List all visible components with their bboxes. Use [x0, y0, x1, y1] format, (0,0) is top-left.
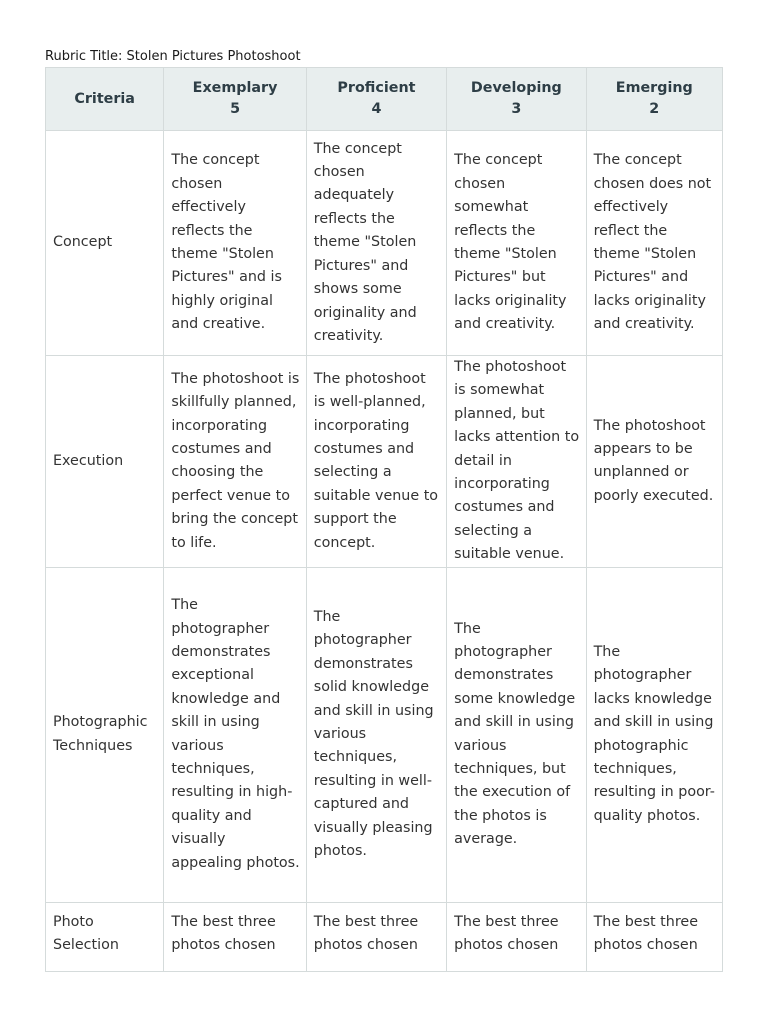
level-score: 4	[371, 101, 382, 117]
criteria-cell: Photo Selection	[46, 902, 164, 971]
description-cell: The best three photos chosen	[164, 902, 306, 971]
description-cell: The photographer demonstrates exceptional knowledge and skill in using various techniques, resulting in high-quality and visually appealing photos.	[164, 567, 306, 902]
table-row-photographic-techniques	[46, 567, 723, 902]
header-level-exemplary	[164, 68, 306, 131]
level-name: Exemplary	[192, 80, 278, 96]
description-cell: The concept chosen effectively reflects the theme "Stolen Pictures" and is highly original and creative.	[164, 131, 306, 356]
table-row-photo-selection	[46, 902, 723, 971]
rubric-table	[45, 67, 723, 972]
level-score: 5	[230, 101, 241, 117]
description-cell: The photoshoot is skillfully planned, incorporating costumes and choosing the perfect venue to bring the concept to life.	[164, 356, 306, 568]
header-level-emerging	[586, 68, 722, 131]
description-cell: The photographer demonstrates some knowledge and skill in using various techniques, but the execution of the photos is average.	[447, 567, 586, 902]
criteria-cell: Execution	[46, 356, 164, 568]
description-cell: The photographer lacks knowledge and skill in using photographic techniques, resulting in poor-quality photos.	[586, 567, 722, 902]
level-name: Developing	[470, 80, 562, 96]
rubric-title: Rubric Title: Stolen Pictures Photoshoot	[45, 49, 301, 64]
description-cell: The concept chosen does not effectively reflect the theme "Stolen Pictures" and lacks originality and creativity.	[586, 131, 722, 356]
table-row-concept	[46, 131, 723, 356]
level-name: Proficient	[337, 80, 416, 96]
description-cell: The photographer demonstrates solid knowledge and skill in using various techniques, resulting in well-captured and visually pleasing photos.	[306, 567, 446, 902]
description-cell: The concept chosen somewhat reflects the theme "Stolen Pictures" but lacks originality and creativity.	[447, 131, 586, 356]
header-level-proficient	[306, 68, 446, 131]
description-cell: The best three photos chosen	[447, 902, 586, 971]
description-cell: The best three photos chosen	[586, 902, 722, 971]
table-row-execution	[46, 356, 723, 568]
description-cell: The photoshoot is somewhat planned, but lacks attention to detail in incorporating costumes and selecting a suitable venue.	[447, 356, 586, 568]
description-cell: The best three photos chosen	[306, 902, 446, 971]
criteria-cell: Concept	[46, 131, 164, 356]
description-cell: The photoshoot is well-planned, incorporating costumes and selecting a suitable venue to support the concept.	[306, 356, 446, 568]
criteria-cell: Photographic Techniques	[46, 567, 164, 902]
description-cell: The concept chosen adequately reflects the theme "Stolen Pictures" and shows some originality and creativity.	[306, 131, 446, 356]
level-score: 2	[649, 101, 660, 117]
level-name: Emerging	[615, 80, 693, 96]
header-row	[46, 68, 723, 131]
header-level-developing	[447, 68, 586, 131]
header-criteria: Criteria	[46, 68, 164, 131]
level-score: 3	[511, 101, 522, 117]
description-cell: The photoshoot appears to be unplanned or poorly executed.	[586, 356, 722, 568]
